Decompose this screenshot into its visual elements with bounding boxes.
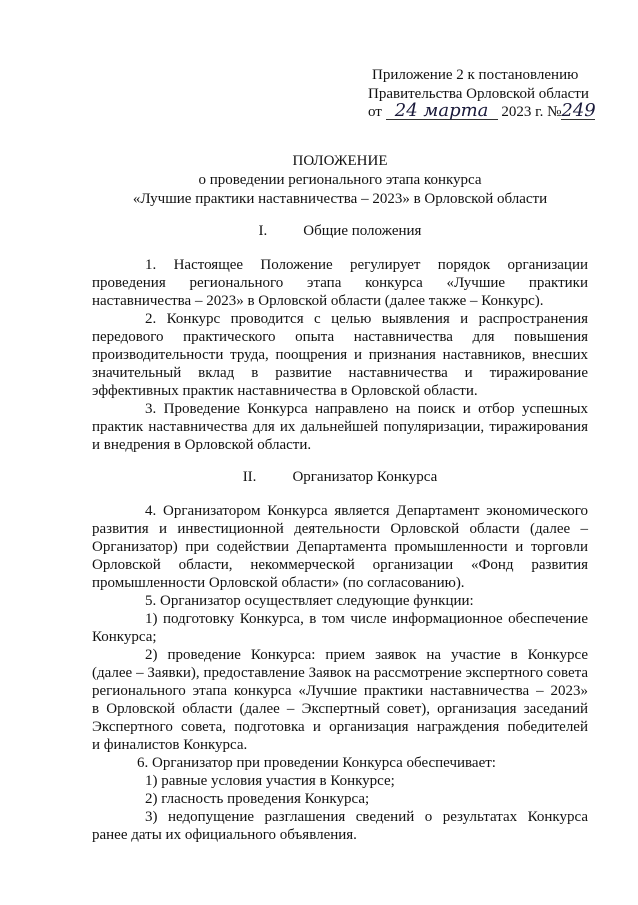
paragraph-line: 1) подготовку Конкурса, в том числе информационное обеспечение bbox=[145, 611, 588, 627]
paragraph-line: 4. Организатором Конкурса является Департамент экономического bbox=[145, 503, 588, 519]
paragraph-line: 6. Организатор при проведении Конкурса обеспечивает: bbox=[137, 755, 496, 771]
paragraph-line: 3) недопущение разглашения сведений о результатах Конкурса bbox=[145, 809, 588, 825]
paragraph-line: Организатор) при содействии Департамента промышленности и торговли bbox=[92, 539, 588, 555]
document-subtitle-1: о проведении регионального этапа конкурса bbox=[198, 172, 482, 188]
section-2-title: Организатор Конкурса bbox=[292, 469, 438, 485]
appendix-year: 2023 г. bbox=[501, 104, 544, 120]
number-sign: № bbox=[547, 104, 562, 120]
section-2-heading bbox=[92, 468, 588, 487]
appendix-line-3 bbox=[368, 100, 596, 122]
paragraph-line: ранее даты их официального объявления. bbox=[92, 827, 357, 843]
paragraph-line: развития и инвестиционной деятельности Орловской области (далее – bbox=[92, 521, 588, 537]
appendix-from: от bbox=[368, 104, 382, 120]
paragraph-line: в Орловской области (далее – Экспертный совет), организация заседаний bbox=[92, 701, 588, 717]
paragraph-line: и внедрения в Орловской области. bbox=[92, 437, 312, 453]
document-subtitle-2: «Лучшие практики наставничества – 2023» в Орловской области bbox=[132, 191, 548, 207]
paragraph-line: промышленности Орловской области» (по согласованию). bbox=[92, 575, 465, 591]
document-title: ПОЛОЖЕНИЕ bbox=[292, 153, 388, 169]
paragraph-line: 5. Организатор осуществляет следующие функции: bbox=[145, 593, 474, 609]
paragraph-line: Конкурса; bbox=[92, 629, 157, 645]
paragraph-line: 2) гласность проведения Конкурса; bbox=[145, 791, 370, 807]
paragraph-line: 1. Настоящее Положение регулирует порядок организации bbox=[145, 257, 588, 273]
paragraph-line: значительный вклад в развитие наставничества и тиражирование bbox=[92, 365, 588, 381]
paragraph-line: производительности труда, поощрения и признания наставников, внесших bbox=[92, 347, 588, 363]
paragraph-line: 1) равные условия участия в Конкурсе; bbox=[145, 773, 395, 789]
paragraph-line: 3. Проведение Конкурса направлено на поиск и отбор успешных bbox=[145, 401, 588, 417]
appendix-line-2: Правительства Орловской области bbox=[368, 86, 589, 102]
handwritten-date: 24 марта bbox=[386, 103, 498, 120]
paragraph-line: Экспертного совета, подготовка и организация награждения победителей bbox=[92, 719, 588, 735]
section-2-number: II. bbox=[242, 469, 257, 485]
section-1-title: Общие положения bbox=[303, 223, 422, 239]
paragraph-line: эффективных практик наставничества в Орловской области. bbox=[92, 383, 478, 399]
section-1-number: I. bbox=[258, 223, 268, 239]
paragraph-line: передового практического опыта наставничества для повышения bbox=[92, 329, 588, 345]
paragraph-line: и финалистов Конкурса. bbox=[92, 737, 248, 753]
section-1-heading bbox=[92, 222, 588, 241]
paragraph-line: (далее – Заявки), предоставление Заявок на рассмотрение экспертного совета bbox=[92, 665, 588, 681]
appendix-line-1: Приложение 2 к постановлению bbox=[372, 67, 579, 83]
paragraph-line: Орловской области, некоммерческой организации «Фонд развития bbox=[92, 557, 588, 573]
paragraph-line: 2) проведение Конкурса: прием заявок на участие в Конкурсе bbox=[145, 647, 588, 663]
paragraph-line: проведения регионального этапа конкурса «Лучшие практики bbox=[92, 275, 588, 291]
paragraph-line: 2. Конкурс проводится с целью выявления и распространения bbox=[145, 311, 588, 327]
handwritten-number: 249 bbox=[561, 100, 596, 121]
paragraph-line: наставничества – 2023» в Орловской области (далее также – Конкурс). bbox=[92, 293, 544, 309]
paragraph-line: практик наставничества для их дальнейшей популяризации, тиражирования bbox=[92, 419, 588, 435]
paragraph-line: регионального этапа конкурса «Лучшие практики наставничества – 2023» bbox=[92, 683, 588, 699]
